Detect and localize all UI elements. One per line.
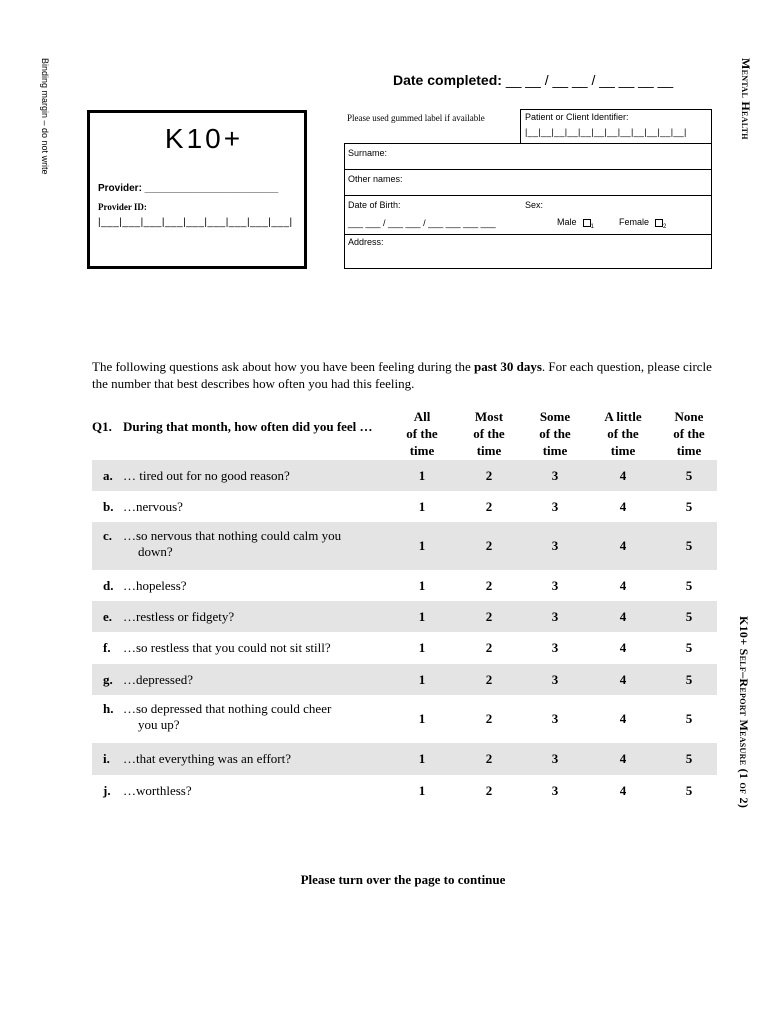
response-option-3[interactable]: 3 — [551, 499, 559, 514]
response-option-3[interactable]: 3 — [551, 711, 559, 726]
instructions-period: past 30 days — [473, 359, 542, 374]
female-checkbox[interactable] — [655, 219, 663, 227]
male-label: Male — [557, 217, 577, 227]
item-letter: f. — [103, 640, 111, 655]
response-option-3[interactable]: 3 — [551, 578, 559, 593]
surname-row[interactable] — [345, 144, 711, 170]
female-label: Female — [619, 217, 650, 227]
provider-field[interactable]: Provider: ________________________ — [98, 183, 279, 194]
response-option-1[interactable]: 1 — [418, 499, 426, 514]
item-text-line1: …restless or fidgety? — [123, 609, 235, 624]
response-option-4[interactable]: 4 — [619, 468, 627, 483]
patient-identifier-label: Patient or Client Identifier: — [525, 112, 629, 122]
item-letter: j. — [103, 783, 111, 798]
response-option-5[interactable]: 5 — [685, 468, 693, 483]
col-header-line2: of the — [673, 426, 705, 441]
col-header-line2: of the — [406, 426, 438, 441]
other-names-row[interactable] — [345, 170, 711, 196]
response-option-4[interactable]: 4 — [619, 711, 627, 726]
response-option-4[interactable]: 4 — [619, 578, 627, 593]
item-text — [123, 468, 393, 484]
col-header-line1: Some — [539, 409, 571, 424]
response-option-3[interactable]: 3 — [551, 538, 559, 553]
col-header-line3: time — [676, 443, 702, 458]
response-option-5[interactable]: 5 — [685, 578, 693, 593]
response-option-3[interactable]: 3 — [551, 751, 559, 766]
item-text — [123, 672, 393, 688]
column-header-all — [387, 408, 457, 459]
table-row — [92, 522, 717, 570]
response-option-4[interactable]: 4 — [619, 609, 627, 624]
item-text — [123, 640, 393, 656]
patient-details-form — [344, 143, 712, 269]
item-letter: a. — [103, 468, 113, 483]
response-option-5[interactable]: 5 — [685, 783, 693, 798]
col-header-line1: All — [413, 409, 431, 424]
male-code: 1 — [590, 223, 594, 230]
response-option-5[interactable]: 5 — [685, 609, 693, 624]
response-option-1[interactable]: 1 — [418, 609, 426, 624]
side-header-mental-health: Mental Health — [739, 58, 753, 140]
binding-margin-note: Binding margin – do not write — [40, 58, 50, 175]
response-option-1[interactable]: 1 — [418, 751, 426, 766]
provider-id-label: Provider ID: — [98, 202, 147, 212]
response-option-1[interactable]: 1 — [418, 468, 426, 483]
item-text-line1: …nervous? — [123, 499, 183, 514]
response-option-1[interactable]: 1 — [418, 783, 426, 798]
item-letter: c. — [103, 528, 113, 543]
response-option-5[interactable]: 5 — [685, 499, 693, 514]
response-option-3[interactable]: 3 — [551, 783, 559, 798]
response-option-5[interactable]: 5 — [685, 640, 693, 655]
response-option-1[interactable]: 1 — [418, 640, 426, 655]
dob-label: Date of Birth: — [348, 200, 401, 210]
sex-female-option[interactable] — [619, 217, 666, 230]
item-text-line1: …depressed? — [123, 672, 194, 687]
sex-label: Sex: — [525, 200, 544, 210]
response-option-2[interactable]: 2 — [485, 609, 493, 624]
col-header-line2: of the — [473, 426, 505, 441]
response-option-2[interactable]: 2 — [485, 751, 493, 766]
response-option-2[interactable]: 2 — [485, 499, 493, 514]
response-option-3[interactable]: 3 — [551, 672, 559, 687]
item-letter: i. — [103, 751, 110, 766]
col-header-line1: Most — [474, 409, 504, 424]
item-letter: h. — [103, 701, 114, 716]
response-option-4[interactable]: 4 — [619, 538, 627, 553]
item-text — [123, 701, 393, 733]
patient-identifier-field[interactable]: |__|__|__|__|__|__|__|__|__|__|__|__| — [525, 127, 687, 137]
column-header-some — [520, 408, 590, 459]
response-option-4[interactable]: 4 — [619, 783, 627, 798]
response-option-1[interactable]: 1 — [418, 538, 426, 553]
response-option-3[interactable]: 3 — [551, 609, 559, 624]
column-header-a-little — [588, 408, 658, 459]
response-option-5[interactable]: 5 — [685, 751, 693, 766]
response-option-2[interactable]: 2 — [485, 711, 493, 726]
col-header-line2: of the — [539, 426, 571, 441]
item-text-line2: you up? — [138, 717, 180, 732]
response-option-2[interactable]: 2 — [485, 783, 493, 798]
dob-field[interactable]: ___ ___ / ___ ___ / ___ ___ ___ ___ — [348, 218, 496, 228]
item-text — [123, 751, 393, 767]
dob-sex-row — [345, 196, 711, 235]
table-row — [92, 570, 717, 601]
gummed-label-note: Please used gummed label if available — [347, 113, 485, 123]
date-completed-label: Date completed: — [393, 72, 502, 88]
table-row — [92, 491, 717, 522]
response-option-3[interactable]: 3 — [551, 468, 559, 483]
item-letter: g. — [103, 672, 113, 687]
provider-box — [87, 110, 307, 269]
item-text — [123, 499, 393, 515]
col-header-line1: None — [674, 409, 704, 424]
item-text-line1: …so restless that you could not sit still? — [123, 640, 331, 655]
item-text-line1: …hopeless? — [123, 578, 187, 593]
date-completed[interactable] — [393, 72, 673, 88]
instructions-part2: . For each question, please circle the number that best describes how often you had this feeling. — [92, 359, 712, 391]
table-row — [92, 632, 717, 664]
response-option-1[interactable]: 1 — [418, 672, 426, 687]
response-option-4[interactable]: 4 — [619, 640, 627, 655]
male-checkbox[interactable] — [583, 219, 591, 227]
item-letter: d. — [103, 578, 114, 593]
question-number: Q1. — [92, 419, 112, 434]
response-option-3[interactable]: 3 — [551, 640, 559, 655]
table-row — [92, 460, 717, 491]
patient-identifier-box[interactable] — [520, 109, 712, 144]
col-header-line1: A little — [604, 409, 642, 424]
address-row[interactable] — [345, 235, 711, 268]
item-text — [123, 783, 393, 799]
table-row — [92, 664, 717, 695]
column-header-none — [654, 408, 724, 459]
response-option-5[interactable]: 5 — [685, 672, 693, 687]
response-option-5[interactable]: 5 — [685, 711, 693, 726]
item-text — [123, 578, 393, 594]
column-header-most — [454, 408, 524, 459]
question-text: During that month, how often did you feel … — [123, 419, 373, 434]
col-header-line3: time — [476, 443, 502, 458]
response-option-4[interactable]: 4 — [619, 751, 627, 766]
table-row — [92, 743, 717, 775]
instructions-part1: The following questions ask about how you have been feeling during the — [92, 359, 474, 374]
date-completed-field[interactable]: __ __ / __ __ / __ __ __ __ — [505, 72, 674, 88]
form-title-k10: K10+ — [164, 123, 244, 154]
response-option-2[interactable]: 2 — [485, 672, 493, 687]
response-option-5[interactable]: 5 — [685, 538, 693, 553]
item-letter: e. — [103, 609, 113, 624]
item-text-line1: … tired out for no good reason? — [123, 468, 290, 483]
response-option-4[interactable]: 4 — [619, 672, 627, 687]
response-option-1[interactable]: 1 — [418, 711, 426, 726]
response-option-2[interactable]: 2 — [485, 538, 493, 553]
table-row — [92, 775, 717, 806]
item-text-line1: …that everything was an effort? — [123, 751, 291, 766]
item-text-line2: down? — [138, 544, 173, 559]
item-text-line1: …worthless? — [123, 783, 192, 798]
table-row — [92, 695, 717, 743]
side-footer-form-title: K10+ Self–Report Measure (1 of 2) — [737, 616, 751, 809]
surname-label: Surname: — [348, 148, 388, 158]
response-option-2[interactable]: 2 — [485, 640, 493, 655]
col-header-line3: time — [610, 443, 636, 458]
item-text — [123, 528, 393, 560]
response-option-1[interactable]: 1 — [418, 578, 426, 593]
female-code: 2 — [663, 223, 667, 230]
col-header-line3: time — [409, 443, 435, 458]
table-row — [92, 601, 717, 632]
response-option-4[interactable]: 4 — [619, 499, 627, 514]
col-header-line3: time — [542, 443, 568, 458]
other-names-label: Other names: — [348, 174, 403, 184]
col-header-line2: of the — [607, 426, 639, 441]
response-option-2[interactable]: 2 — [485, 578, 493, 593]
item-text-line1: …so depressed that nothing could cheer — [123, 701, 332, 716]
response-option-2[interactable]: 2 — [485, 468, 493, 483]
sex-male-option[interactable] — [557, 217, 594, 230]
provider-id-field[interactable]: |___|___|___|___|___|___|___|___|___| — [98, 217, 293, 228]
turn-over-note: Please turn over the page to continue — [300, 872, 506, 887]
item-text-line1: …so nervous that nothing could calm you — [123, 528, 342, 543]
item-text — [123, 609, 393, 625]
item-letter: b. — [103, 499, 114, 514]
instructions — [92, 358, 717, 392]
address-label: Address: — [348, 237, 384, 247]
